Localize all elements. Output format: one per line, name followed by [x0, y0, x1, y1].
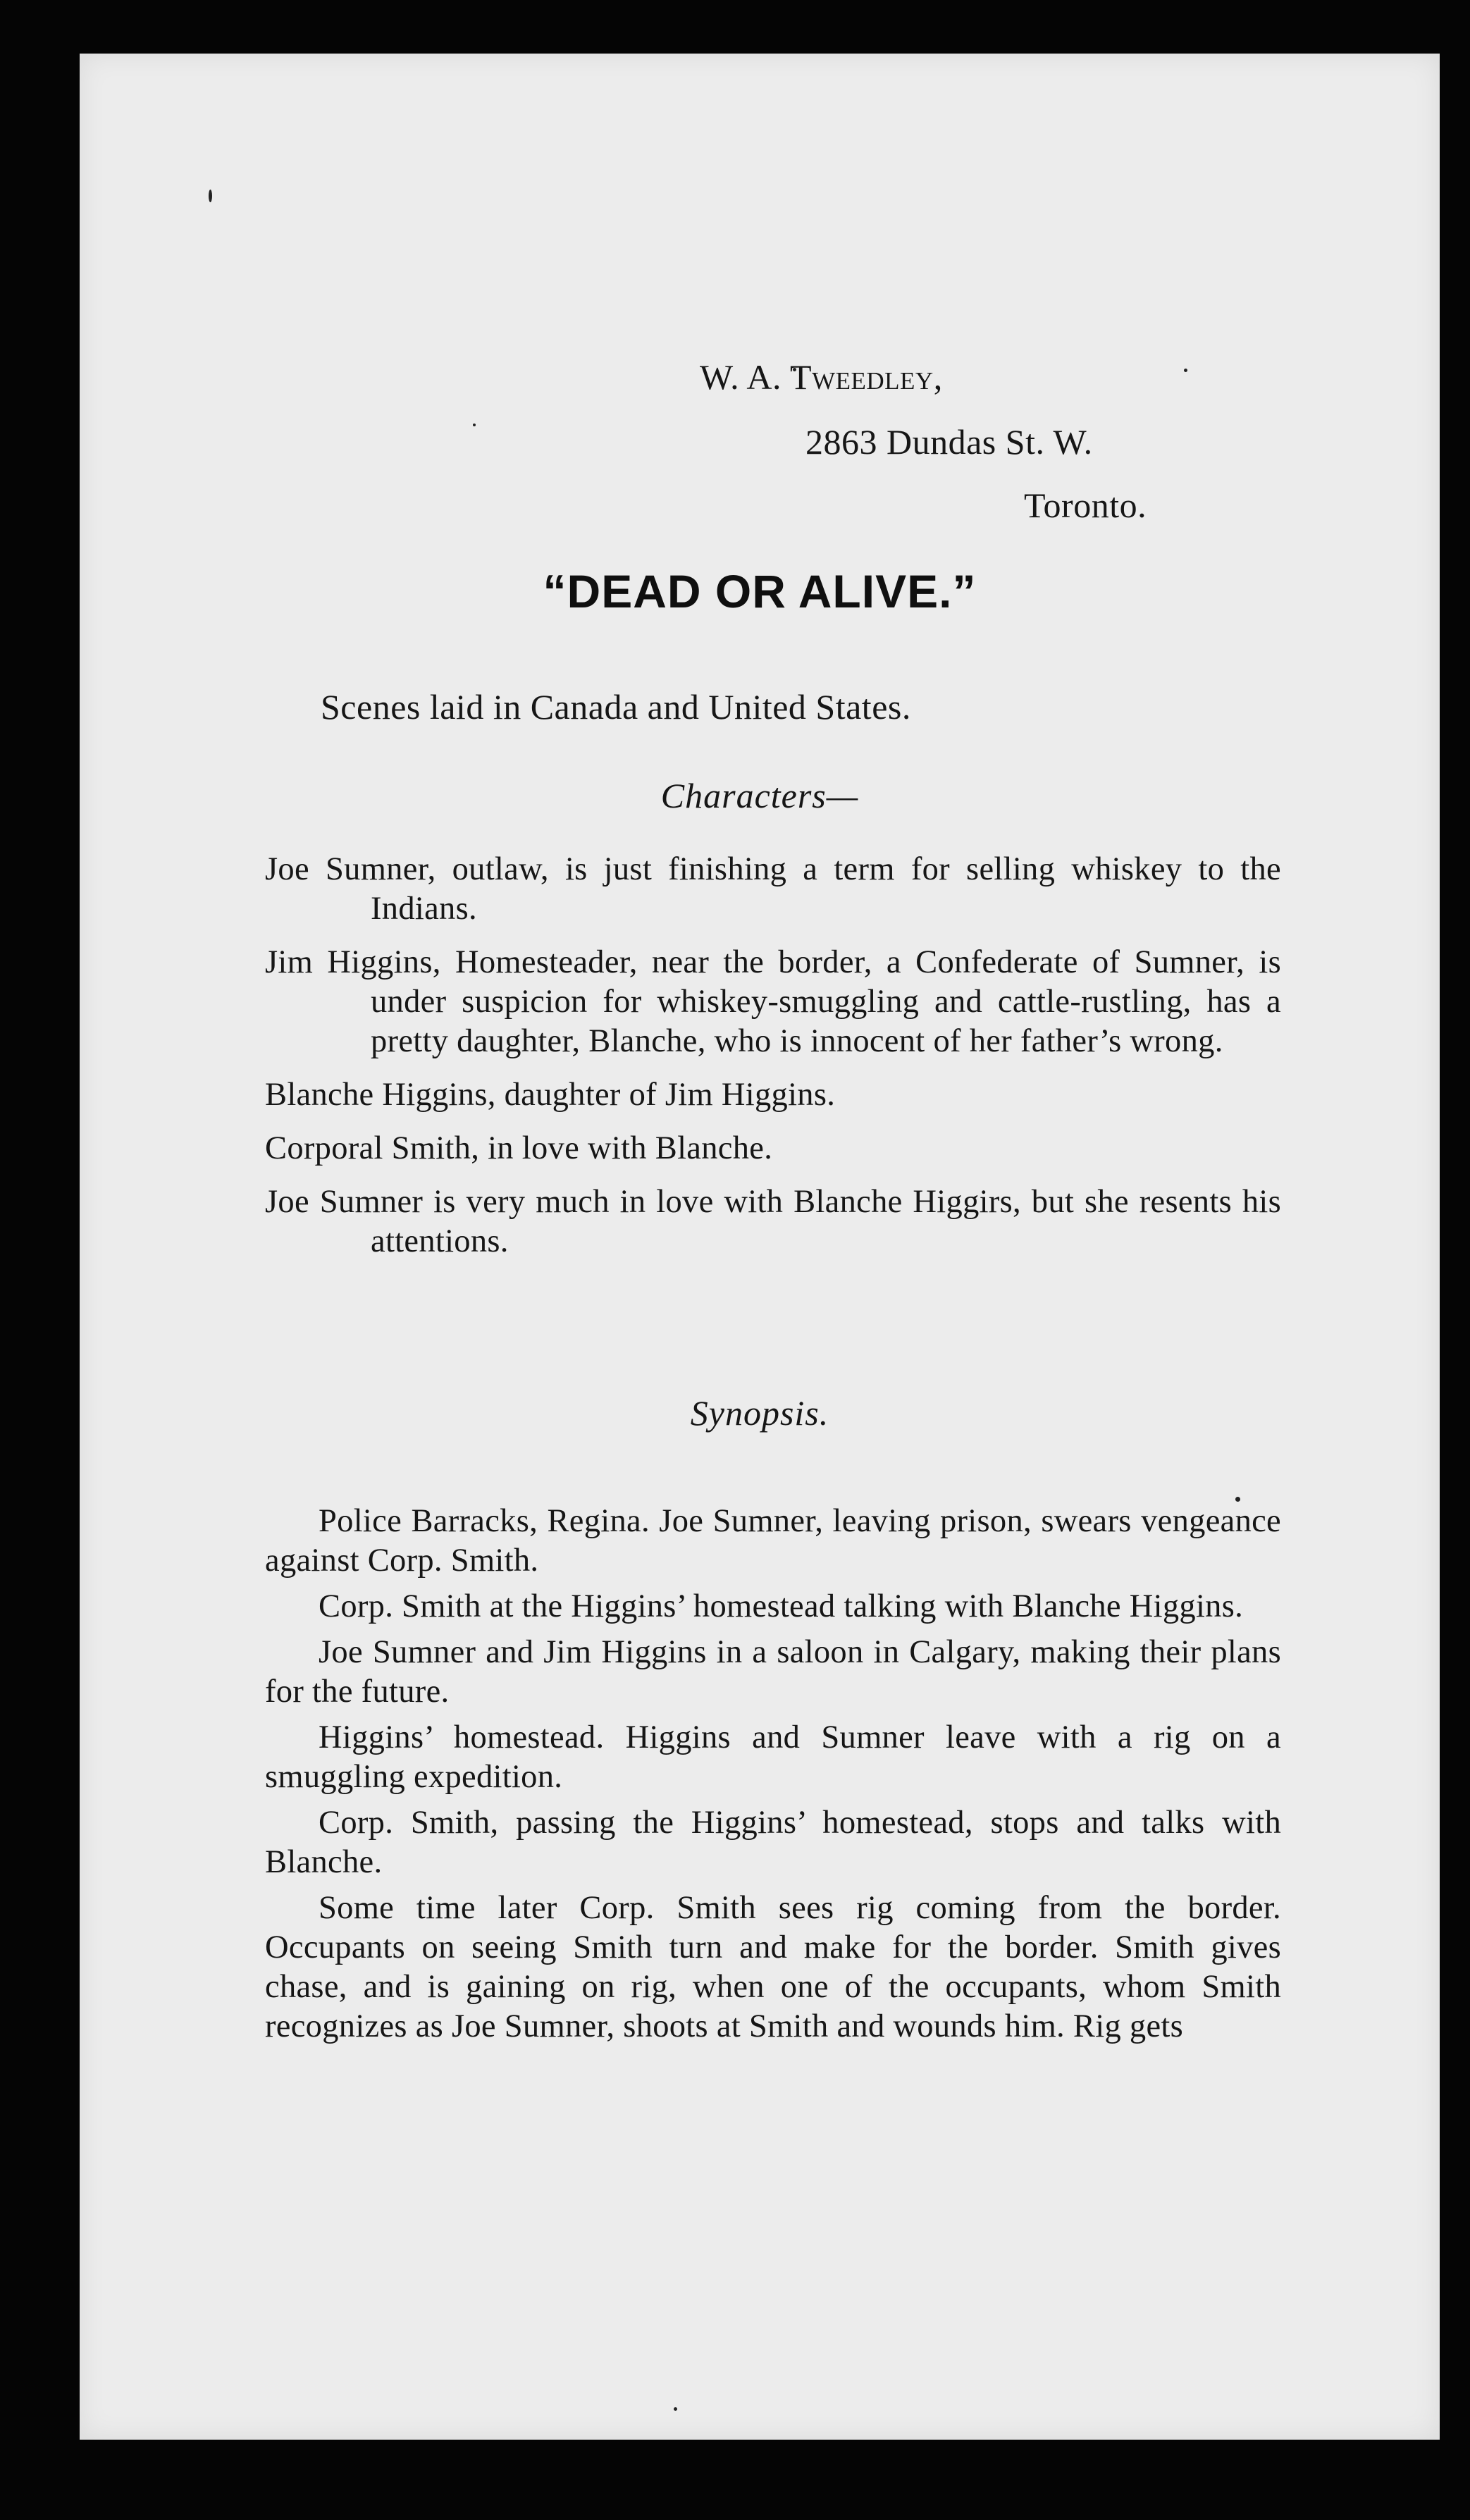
synopsis-paragraph: Corp. Smith at the Higgins’ homestead talking with Blanche Higgins.: [319, 1588, 1244, 1624]
synopsis-paragraph: Some time later Corp. Smith sees rig coming from the border. Occupants on seeing Smith turn and make for the border. Smith gives chase, and is gaining on rig, when one of the occupants, whom Smith recognizes as Joe Sumner, shoots at Smith and wounds him. Rig gets: [265, 1890, 1281, 2044]
page-title: “DEAD OR ALIVE.”: [543, 565, 977, 617]
speck-mark: [1184, 369, 1187, 372]
synopsis-paragraph: Corp. Smith, passing the Higgins’ homestead, stops and talks with Blanche.: [265, 1805, 1281, 1880]
address-city: Toronto.: [1024, 486, 1147, 525]
character-entry: Joe Sumner is very much in love with Blanche Higgirs, but she resents his attentions.: [265, 1184, 1281, 1259]
address-street: 2863 Dundas St. W.: [805, 422, 1093, 462]
speck-mark: [674, 2407, 677, 2411]
synopsis-paragraph: Higgins’ homestead. Higgins and Sumner leave with a rig on a smuggling expedition.: [265, 1719, 1281, 1795]
speck-mark: [209, 190, 212, 202]
speck-mark: [1235, 1497, 1240, 1502]
address-name: W. A. Tweedley,: [700, 357, 943, 397]
character-entry: Jim Higgins, Homesteader, near the border, a Confederate of Sumner, is under suspicion for whiskey-smuggling and cattle-rustling, has a pretty daughter, Blanche, who is innocent of her father’s wrong.: [265, 944, 1281, 1059]
speck-mark: [473, 424, 476, 426]
synopsis-paragraph: Joe Sumner and Jim Higgins in a saloon in Calgary, making their plans for the future.: [265, 1634, 1281, 1710]
synopsis-paragraph: Police Barracks, Regina. Joe Sumner, leaving prison, swears vengeance against Corp. Smith.: [265, 1503, 1281, 1579]
character-entry: Joe Sumner, outlaw, is just finishing a term for selling whiskey to the Indians.: [265, 851, 1281, 927]
document-page: [80, 54, 1440, 2440]
scenes-line: Scenes laid in Canada and United States.: [321, 687, 911, 727]
synopsis-heading: Synopsis.: [690, 1393, 829, 1433]
synopsis-list: [265, 1502, 1281, 2053]
characters-heading: Characters—: [660, 776, 859, 815]
character-entry: Blanche Higgins, daughter of Jim Higgins.: [265, 1077, 836, 1113]
character-entry: Corporal Smith, in love with Blanche.: [265, 1130, 773, 1166]
characters-list: [265, 850, 1281, 1276]
